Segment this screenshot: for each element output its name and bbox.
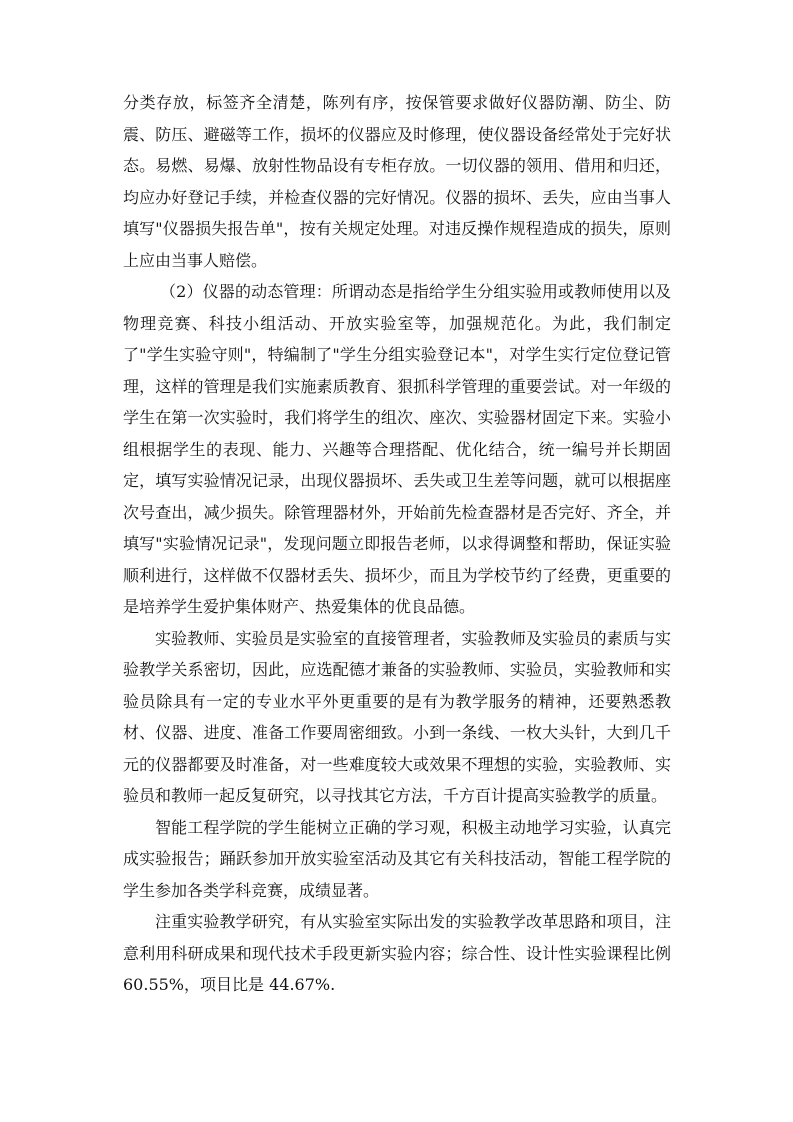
paragraph-teaching-research: 注重实验教学研究，有从实验室实际出发的实验教学改革思路和项目，注意利用科研成果和现代技术手段更新实验内容；综合性、设计性实验课程比例60.55%，项目比是 44.67%. [123,912,671,994]
paragraph-dynamic-management: （2）仪器的动态管理：所谓动态是指给学生分组实验用或教师使用以及物理竞赛、科技小组活动、开放实验室等，加强规范化。为此，我们制定了"学生实验守则"，特编制了"学生分组实验登记本"，对学生实行定位登记管理，这样的管理是我们实施素质教育、狠抓科学管理的重要尝试。对一年级的学生在第一次实验时，我们将学生的组次、座次、实验器材固定下来。实验小组根据学生的表现、能力、兴趣等合理搭配、优化结合，统一编号并长期固定，填写实验情况记录，出现仪器损坏、丢失或卫生差等问题，就可以根据座次号查出，减少损失。除管理器材外，开始前先检查器材是否完好、齐全，并填写"实验情况记录"，发现问题立即报告老师，以求得调整和帮助，保证实验顺利进行，这样做不仅器材丢失、损坏少，而且为学校节约了经费，更重要的是培养学生爱护集体财产、热爱集体的优良品德。 [123,282,671,616]
paragraph-instrument-storage: 分类存放，标签齐全清楚，陈列有序，按保管要求做好仪器防潮、防尘、防震、防压、避磁等工作，损坏的仪器应及时修理，使仪器设备经常处于完好状态。易燃、易爆、放射性物品设有专柜存放。一切仪器的领用、借用和归还，均应办好登记手续，并检查仪器的完好情况。仪器的损坏、丢失，应由当事人填写"仪器损失报告单"，按有关规定处理。对违反操作规程造成的损失，原则上应由当事人赔偿。 [123,93,671,270]
paragraph-students: 智能工程学院的学生能树立正确的学习观，积极主动地学习实验，认真完成实验报告；踊跃参加开放实验室活动及其它有关科技活动，智能工程学院的学生参加各类学科竞赛，成绩显著。 [123,817,671,900]
document-body [123,87,671,1001]
paragraph-lab-staff: 实验教师、实验员是实验室的直接管理者，实验教师及实验员的素质与实验教学关系密切，因此，应选配德才兼备的实验教师、实验员，实验教师和实验员除具有一定的专业水平外更重要的是有为教学服务的精神，还要熟悉教材、仪器、进度、准备工作要周密细致。小到一条线、一枚大头针，大到几千元的仪器都要及时准备，对一些难度较大或效果不理想的实验，实验教师、实验员和教师一起反复研究，以寻找其它方法，千方百计提高实验教学的质量。 [123,628,671,805]
